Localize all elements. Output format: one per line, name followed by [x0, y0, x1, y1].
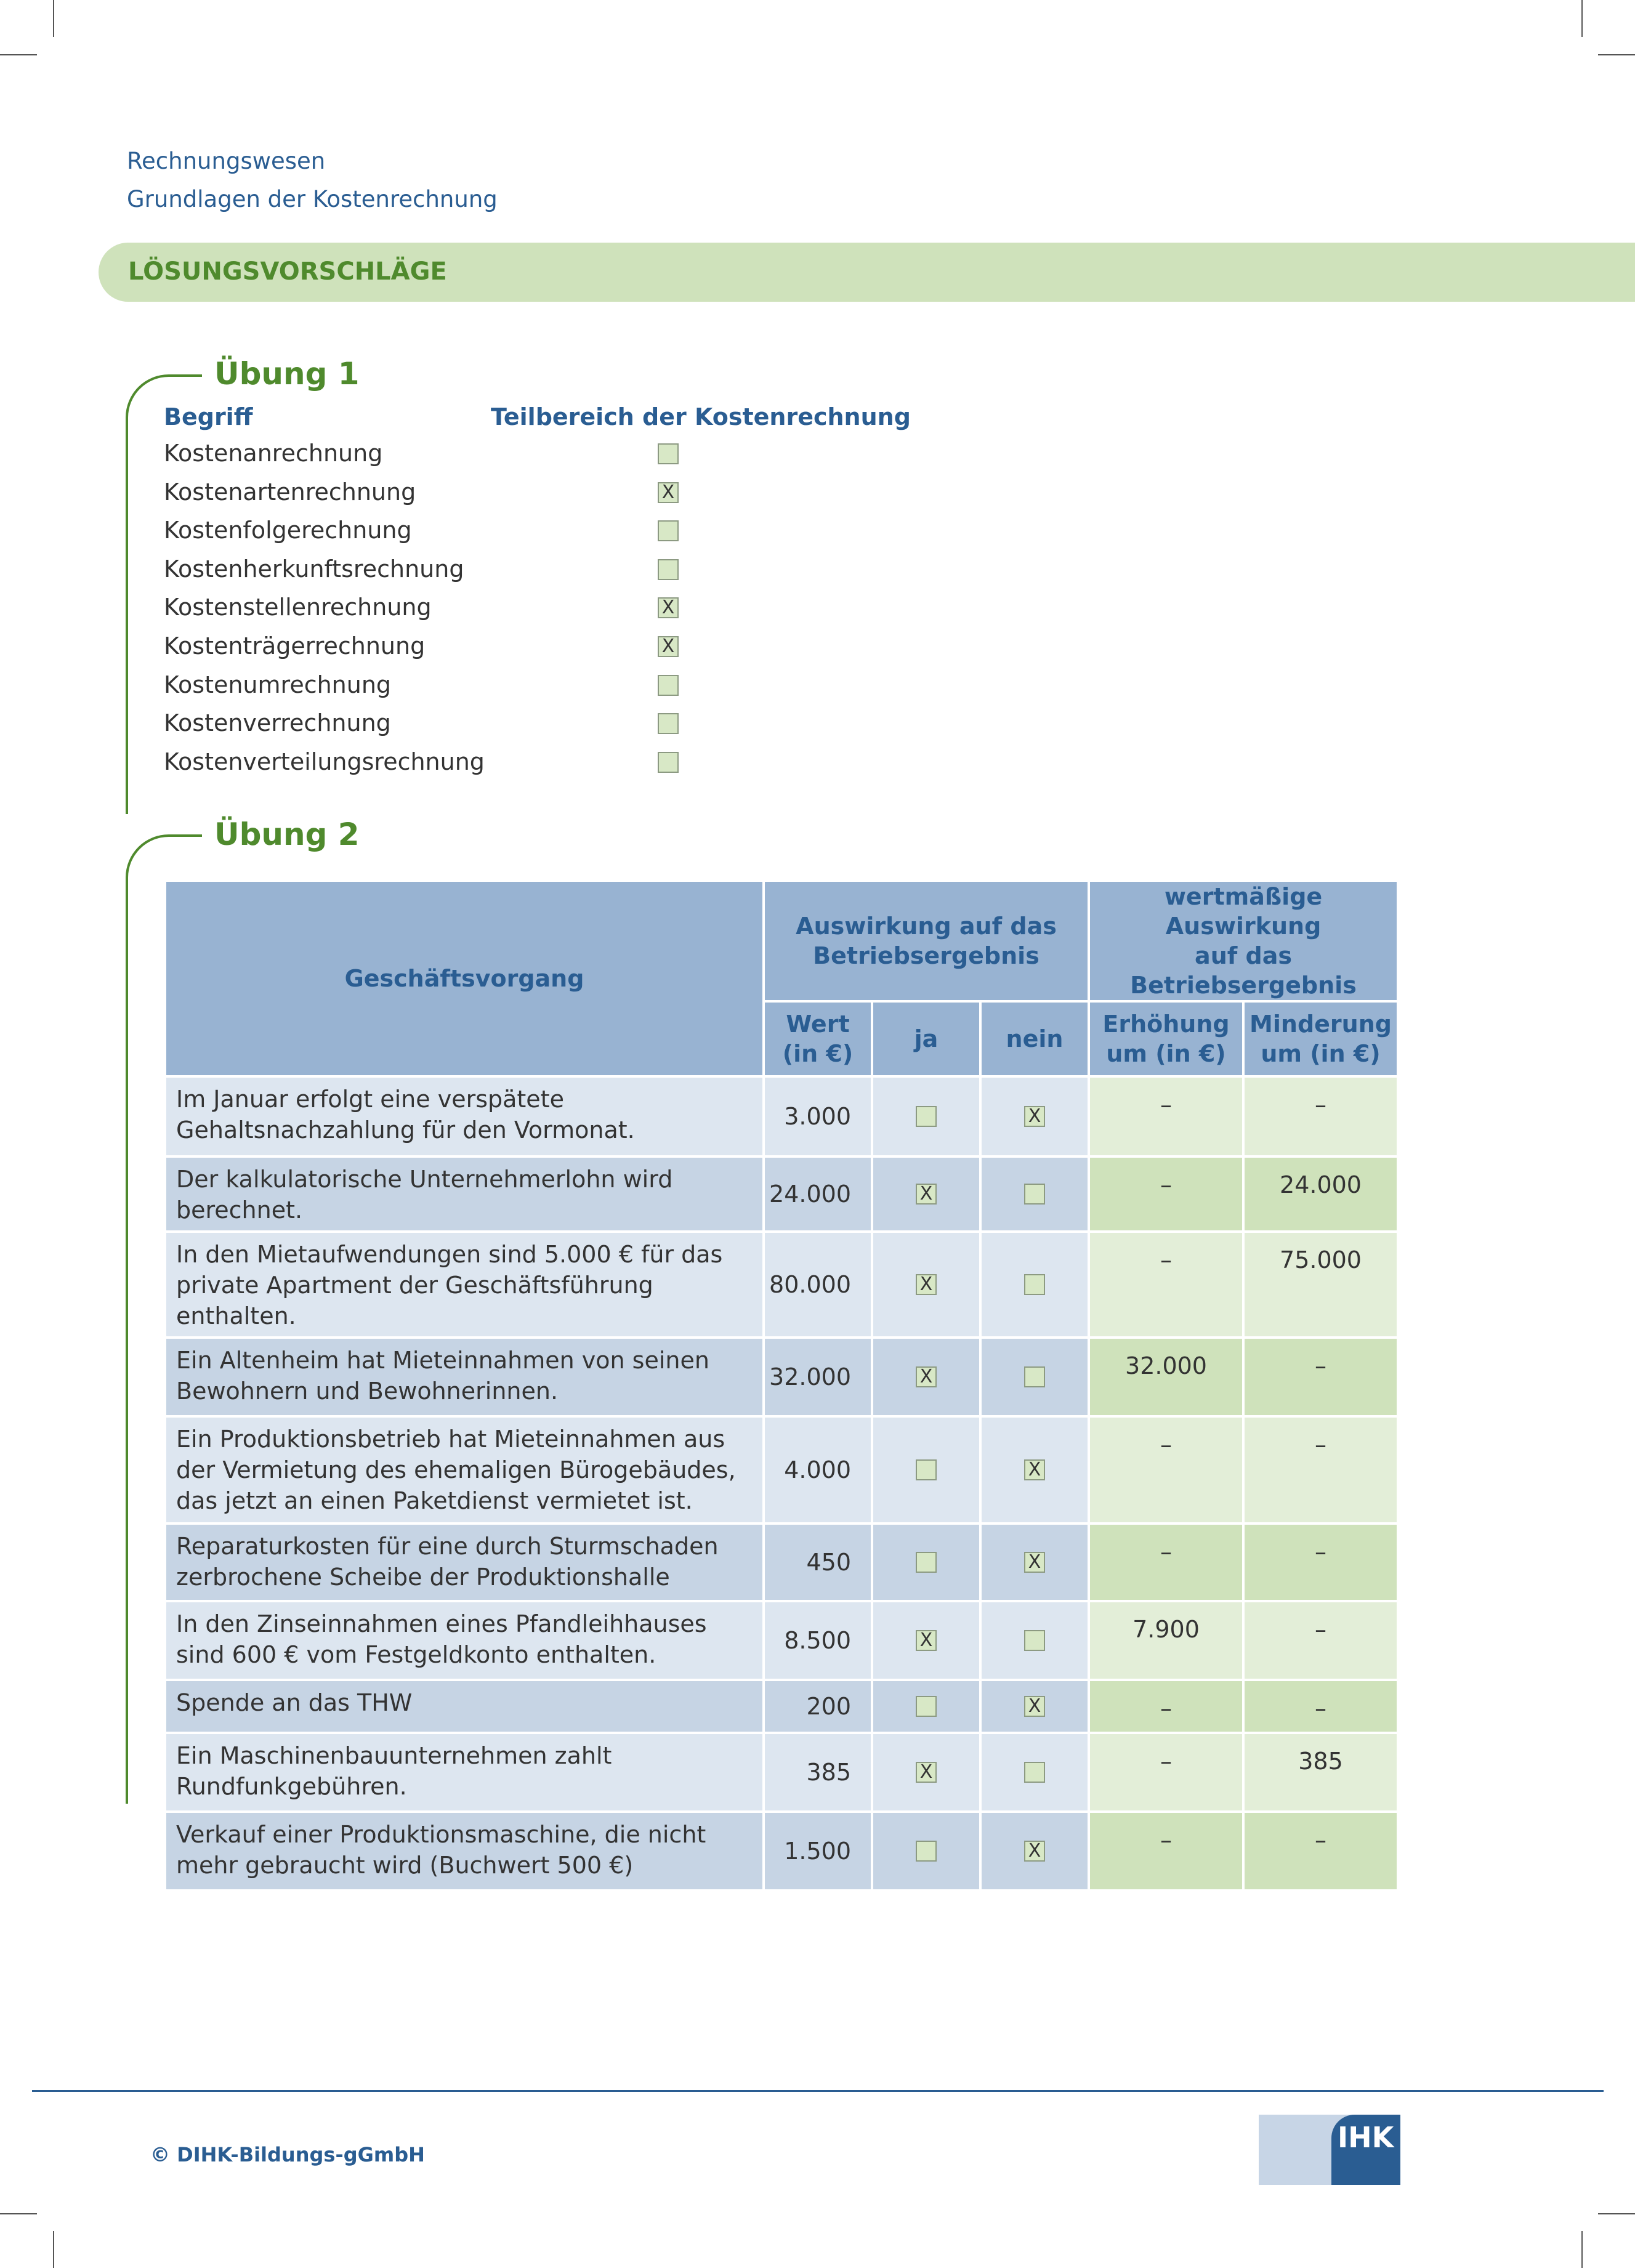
decrease-value: 24.000 — [1243, 1156, 1398, 1232]
decrease-value: – — [1243, 1416, 1398, 1523]
term-checkbox[interactable]: X — [658, 597, 679, 618]
cell-nein — [980, 1076, 1089, 1156]
cell-nein — [980, 1156, 1089, 1232]
column-header-teilbereich: Teilbereich der Kostenrechnung — [491, 403, 911, 430]
header-ja: ja — [872, 1001, 980, 1076]
header-nein: nein — [980, 1001, 1089, 1076]
cell-nein — [980, 1812, 1089, 1891]
ja-checkbox[interactable] — [916, 1841, 937, 1862]
footer-rule — [32, 2090, 1604, 2092]
nein-checkbox[interactable] — [1024, 1184, 1045, 1205]
topic-title: Grundlagen der Kostenrechnung — [127, 186, 498, 212]
decrease-value: – — [1243, 1523, 1398, 1601]
nein-checkbox[interactable]: X — [1024, 1106, 1045, 1127]
term-label: Kostenherkunftsrechnung — [164, 555, 464, 583]
decrease-value: – — [1243, 1680, 1398, 1733]
cell-ja — [872, 1076, 980, 1156]
nein-checkbox[interactable]: X — [1024, 1552, 1045, 1573]
cell-nein — [980, 1680, 1089, 1733]
cell-ja — [872, 1812, 980, 1891]
term-label: Kostenverteilungsrechnung — [164, 748, 485, 775]
cell-ja — [872, 1523, 980, 1601]
term-label: Kostenartenrechnung — [164, 478, 416, 506]
crop-mark — [53, 2231, 54, 2268]
crop-mark — [0, 2213, 37, 2214]
ja-checkbox[interactable]: X — [916, 1184, 937, 1205]
ja-checkbox[interactable] — [916, 1552, 937, 1573]
nein-checkbox[interactable] — [1024, 1630, 1045, 1651]
transaction-description: Ein Maschinenbauunternehmen zahlt Rundfunkgebühren. — [165, 1733, 764, 1812]
nein-checkbox[interactable] — [1024, 1762, 1045, 1783]
transaction-description: In den Mietaufwendungen sind 5.000 € für das private Apartment der Geschäftsführung enthalten. — [165, 1232, 764, 1338]
cell-ja — [872, 1601, 980, 1680]
transaction-value: 385 — [764, 1733, 872, 1812]
decrease-value: – — [1243, 1812, 1398, 1891]
term-row — [164, 748, 718, 786]
transaction-value: 24.000 — [764, 1156, 872, 1232]
term-row — [164, 671, 718, 709]
nein-checkbox[interactable]: X — [1024, 1696, 1045, 1717]
table-row — [165, 1338, 1398, 1416]
term-label: Kostenstellenrechnung — [164, 594, 432, 621]
decrease-value: – — [1243, 1076, 1398, 1156]
transaction-description: Ein Altenheim hat Mieteinnahmen von seinen Bewohnern und Bewohnerinnen. — [165, 1338, 764, 1416]
cell-nein — [980, 1523, 1089, 1601]
increase-value: – — [1089, 1812, 1243, 1891]
ja-checkbox[interactable]: X — [916, 1762, 937, 1783]
increase-value: – — [1089, 1733, 1243, 1812]
increase-value: – — [1089, 1523, 1243, 1601]
increase-value: – — [1089, 1416, 1243, 1523]
term-checkbox[interactable] — [658, 520, 679, 541]
exercise2-title: Übung 2 — [214, 817, 360, 852]
cell-ja — [872, 1232, 980, 1338]
table-row — [165, 1156, 1398, 1232]
increase-value: 7.900 — [1089, 1601, 1243, 1680]
transaction-value: 3.000 — [764, 1076, 872, 1156]
increase-value: – — [1089, 1232, 1243, 1338]
copyright: © DIHK-Bildungs-gGmbH — [150, 2143, 425, 2166]
table-row — [165, 1416, 1398, 1523]
transaction-value: 1.500 — [764, 1812, 872, 1891]
term-label: Kostenanrechnung — [164, 440, 383, 467]
increase-value: – — [1089, 1076, 1243, 1156]
ja-checkbox[interactable]: X — [916, 1630, 937, 1651]
cell-ja — [872, 1338, 980, 1416]
term-checkbox[interactable] — [658, 559, 679, 580]
ja-checkbox[interactable]: X — [916, 1274, 937, 1295]
term-checkbox[interactable] — [658, 675, 679, 696]
exercise1-title: Übung 1 — [214, 356, 360, 392]
subject-title: Rechnungswesen — [127, 148, 326, 174]
transaction-description: In den Zinseinnahmen eines Pfandleihhauses sind 600 € vom Festgeldkonto enthalten. — [165, 1601, 764, 1680]
term-label: Kostenträgerrechnung — [164, 632, 426, 660]
crop-mark — [1581, 0, 1583, 37]
increase-value: – — [1089, 1156, 1243, 1232]
header-auswirkung: Auswirkung auf das Betriebsergebnis — [764, 881, 1089, 1001]
term-checkbox[interactable]: X — [658, 636, 679, 657]
term-checkbox[interactable] — [658, 443, 679, 464]
transaction-description: Spende an das THW — [165, 1680, 764, 1733]
ja-checkbox[interactable] — [916, 1459, 937, 1480]
term-label: Kostenverrechnung — [164, 709, 391, 737]
term-row — [164, 632, 718, 671]
increase-value: 32.000 — [1089, 1338, 1243, 1416]
table-row — [165, 1680, 1398, 1733]
solutions-banner — [99, 243, 1635, 302]
transaction-value: 8.500 — [764, 1601, 872, 1680]
header-erhoehung: Erhöhung um (in €) — [1089, 1001, 1243, 1076]
crop-mark — [53, 0, 54, 37]
cell-ja — [872, 1733, 980, 1812]
transaction-description: Verkauf einer Produktionsmaschine, die nicht mehr gebraucht wird (Buchwert 500 €) — [165, 1812, 764, 1891]
term-row — [164, 517, 718, 555]
transactions-table — [164, 879, 1399, 1892]
crop-mark — [0, 54, 37, 55]
term-checkbox[interactable] — [658, 752, 679, 773]
decrease-value: – — [1243, 1601, 1398, 1680]
cell-nein — [980, 1416, 1089, 1523]
increase-value: – — [1089, 1680, 1243, 1733]
transaction-description: Reparaturkosten für eine durch Sturmschaden zerbrochene Scheibe der Produktionshalle — [165, 1523, 764, 1601]
term-checkbox[interactable] — [658, 713, 679, 734]
term-row — [164, 709, 718, 748]
cell-nein — [980, 1733, 1089, 1812]
transaction-value: 450 — [764, 1523, 872, 1601]
table-row — [165, 1232, 1398, 1338]
table-row — [165, 1076, 1398, 1156]
transaction-description: Der kalkulatorische Unternehmerlohn wird berechnet. — [165, 1156, 764, 1232]
header-wertmaessig: wertmäßige Auswirkung auf das Betriebsergebnis — [1089, 881, 1398, 1001]
table-row — [165, 1523, 1398, 1601]
nein-checkbox[interactable]: X — [1024, 1459, 1045, 1480]
cell-ja — [872, 1680, 980, 1733]
cell-ja — [872, 1156, 980, 1232]
cell-ja — [872, 1416, 980, 1523]
term-row — [164, 440, 718, 478]
ja-checkbox[interactable] — [916, 1106, 937, 1127]
transaction-description: Im Januar erfolgt eine verspätete Gehaltsnachzahlung für den Vormonat. — [165, 1076, 764, 1156]
column-header-begriff: Begriff — [164, 403, 253, 430]
nein-checkbox[interactable]: X — [1024, 1841, 1045, 1862]
ja-checkbox[interactable] — [916, 1696, 937, 1717]
decrease-value: – — [1243, 1338, 1398, 1416]
term-row — [164, 478, 718, 517]
decrease-value: 75.000 — [1243, 1232, 1398, 1338]
header-minderung: Minderung um (in €) — [1243, 1001, 1398, 1076]
header-wert: Wert (in €) — [764, 1001, 872, 1076]
transaction-description: Ein Produktionsbetrieb hat Mieteinnahmen aus der Vermietung des ehemaligen Bürogebäudes, das jetzt an einen Paketdienst vermietet ist. — [165, 1416, 764, 1523]
cell-nein — [980, 1601, 1089, 1680]
ja-checkbox[interactable]: X — [916, 1366, 937, 1387]
crop-mark — [1581, 2231, 1583, 2268]
table-row — [165, 1812, 1398, 1891]
ihk-logo: IHK — [1331, 2115, 1400, 2185]
transaction-value: 32.000 — [764, 1338, 872, 1416]
table-row — [165, 1733, 1398, 1812]
nein-checkbox[interactable] — [1024, 1366, 1045, 1387]
term-label: Kostenfolgerechnung — [164, 517, 412, 544]
header-geschaeftsvorgang: Geschäftsvorgang — [165, 881, 764, 1076]
term-checkbox[interactable]: X — [658, 482, 679, 503]
table-row — [165, 1601, 1398, 1680]
term-row — [164, 594, 718, 632]
cell-nein — [980, 1338, 1089, 1416]
term-row — [164, 555, 718, 594]
crop-mark — [1598, 2213, 1635, 2214]
transaction-value: 200 — [764, 1680, 872, 1733]
transaction-value: 80.000 — [764, 1232, 872, 1338]
nein-checkbox[interactable] — [1024, 1274, 1045, 1295]
transaction-value: 4.000 — [764, 1416, 872, 1523]
banner-label: LÖSUNGSVORSCHLÄGE — [128, 257, 447, 286]
decrease-value: 385 — [1243, 1733, 1398, 1812]
crop-mark — [1598, 54, 1635, 55]
cell-nein — [980, 1232, 1089, 1338]
term-label: Kostenumrechnung — [164, 671, 392, 698]
